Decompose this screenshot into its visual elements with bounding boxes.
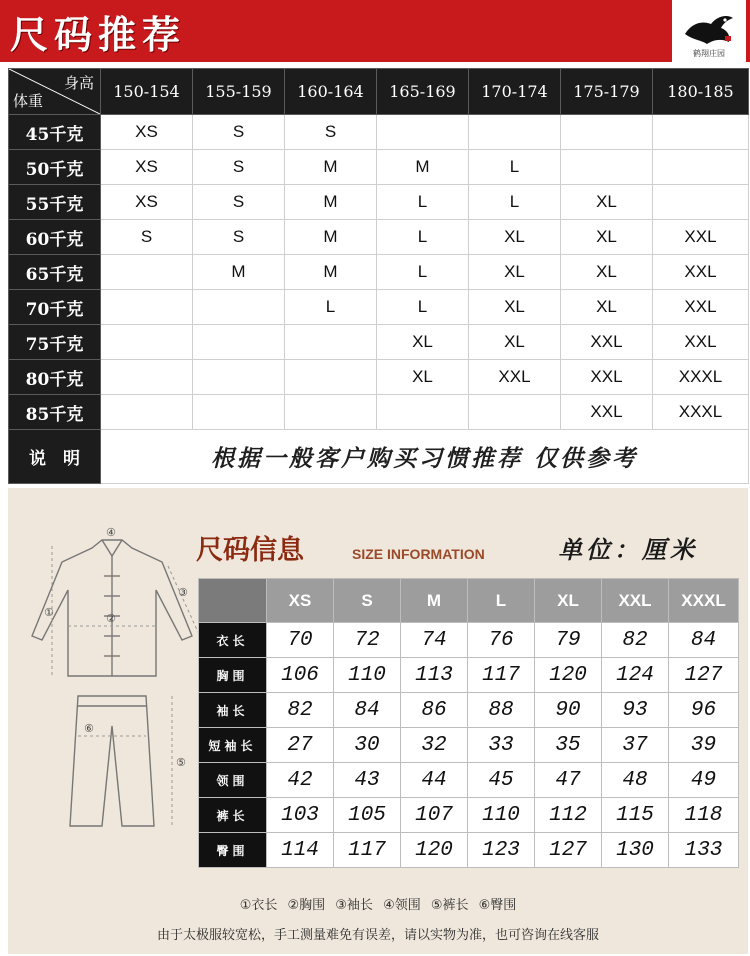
measurement-value: 130 [602, 833, 669, 868]
page-title: 尺码推荐 [10, 11, 187, 57]
measurement-value: 49 [669, 763, 739, 798]
recommended-size-cell: L [469, 185, 561, 220]
recommended-size-cell: XL [561, 220, 653, 255]
recommended-size-cell: XL [561, 290, 653, 325]
measurement-value: 42 [267, 763, 334, 798]
measurement-label: 袖长 [199, 693, 267, 728]
weight-label: 65千克 [9, 255, 101, 290]
recommended-size-cell: S [193, 150, 285, 185]
measurement-value: 35 [535, 728, 602, 763]
measurement-label: 胸围 [199, 658, 267, 693]
measurement-value: 103 [267, 798, 334, 833]
measurement-value: 72 [334, 623, 401, 658]
recommended-size-cell: S [193, 220, 285, 255]
recommended-size-cell [193, 360, 285, 395]
recommended-size-cell: M [285, 150, 377, 185]
recommended-size-cell [101, 325, 193, 360]
recommended-size-cell: M [193, 255, 285, 290]
recommendation-body [9, 115, 749, 430]
size-column-header: S [334, 579, 401, 623]
measurement-value: 43 [334, 763, 401, 798]
weight-row [9, 220, 749, 255]
recommended-size-cell: XXL [653, 290, 749, 325]
recommended-size-cell: XXL [653, 220, 749, 255]
recommended-size-cell [653, 185, 749, 220]
weight-label: 85千克 [9, 395, 101, 430]
recommended-size-cell [377, 115, 469, 150]
size-info-subtitle: SIZE INFORMATION [352, 546, 485, 562]
height-column-header: 170-174 [469, 69, 561, 115]
weight-row [9, 360, 749, 395]
measurement-value: 117 [334, 833, 401, 868]
measurement-label: 臀围 [199, 833, 267, 868]
weight-row [9, 395, 749, 430]
measurement-value: 127 [669, 658, 739, 693]
measurement-value: 32 [401, 728, 468, 763]
recommended-size-cell [469, 115, 561, 150]
recommended-size-cell: XL [469, 255, 561, 290]
measurement-value: 76 [468, 623, 535, 658]
size-column-header: XS [267, 579, 334, 623]
size-column-header: XXXL [669, 579, 739, 623]
bird-logo-icon [681, 10, 737, 48]
measurement-label: 裤长 [199, 798, 267, 833]
measurement-row [199, 798, 739, 833]
recommended-size-cell: XL [377, 325, 469, 360]
recommended-size-cell [469, 395, 561, 430]
size-column-header: XL [535, 579, 602, 623]
recommended-size-cell [193, 290, 285, 325]
recommended-size-cell: L [377, 255, 469, 290]
weight-row [9, 185, 749, 220]
recommended-size-cell [561, 115, 653, 150]
recommended-size-cell: XXL [561, 360, 653, 395]
size-column-header: L [468, 579, 535, 623]
tai-chi-garment-diagram-icon [22, 526, 202, 846]
weight-label: 60千克 [9, 220, 101, 255]
measurement-value: 115 [602, 798, 669, 833]
measurement-label: 短袖长 [199, 728, 267, 763]
measurement-value: 44 [401, 763, 468, 798]
recommended-size-cell [285, 325, 377, 360]
size-measurement-table [198, 578, 739, 868]
recommended-size-cell: XXL [561, 325, 653, 360]
measurement-value: 79 [535, 623, 602, 658]
measurement-value: 39 [669, 728, 739, 763]
diagram-marker: ② [106, 612, 116, 625]
recommended-size-cell [653, 150, 749, 185]
recommended-size-cell: XS [101, 185, 193, 220]
weight-row [9, 255, 749, 290]
measurement-value: 133 [669, 833, 739, 868]
measurement-value: 37 [602, 728, 669, 763]
measurement-value: 96 [669, 693, 739, 728]
recommended-size-cell: S [285, 115, 377, 150]
measurement-value: 123 [468, 833, 535, 868]
recommended-size-cell [285, 395, 377, 430]
measurement-value: 106 [267, 658, 334, 693]
recommended-size-cell: S [193, 185, 285, 220]
recommended-size-cell [193, 395, 285, 430]
recommended-size-cell: M [285, 220, 377, 255]
measurement-value: 120 [535, 658, 602, 693]
measurement-value: 117 [468, 658, 535, 693]
recommended-size-cell: M [285, 255, 377, 290]
height-column-header: 175-179 [561, 69, 653, 115]
diagram-marker: ④ [106, 526, 116, 539]
diagram-marker: ① [44, 606, 54, 619]
measurement-value: 47 [535, 763, 602, 798]
recommended-size-cell: XL [469, 325, 561, 360]
weight-label: 80千克 [9, 360, 101, 395]
height-column-header: 180-185 [653, 69, 749, 115]
recommended-size-cell: M [285, 185, 377, 220]
measurement-value: 114 [267, 833, 334, 868]
recommended-size-cell [653, 115, 749, 150]
measurement-value: 74 [401, 623, 468, 658]
recommended-size-cell: XXXL [653, 395, 749, 430]
measurement-row [199, 763, 739, 798]
measurement-value: 118 [669, 798, 739, 833]
measurement-value: 45 [468, 763, 535, 798]
diagram-marker: ⑥ [84, 722, 94, 735]
recommended-size-cell: L [377, 220, 469, 255]
measurement-footnote: 由于太极服较宽松，手工测量难免有误差，请以实物为准，也可咨询在线客服 [156, 928, 599, 943]
size-header-row [199, 579, 739, 623]
recommended-size-cell [101, 255, 193, 290]
recommended-size-cell: XXXL [653, 360, 749, 395]
measurement-value: 84 [334, 693, 401, 728]
recommended-size-cell: XL [377, 360, 469, 395]
recommended-size-cell: XL [561, 255, 653, 290]
weight-label: 75千克 [9, 325, 101, 360]
measure-corner-cell [199, 579, 267, 623]
recommended-size-cell [561, 150, 653, 185]
measurement-value: 120 [401, 833, 468, 868]
measurement-row [199, 833, 739, 868]
size-info-title: 尺码信息 [196, 535, 304, 566]
header-banner [0, 0, 750, 62]
height-column-header: 160-164 [285, 69, 377, 115]
measurement-body [199, 623, 739, 868]
recommended-size-cell: XS [101, 150, 193, 185]
weight-label: 55千克 [9, 185, 101, 220]
measurement-value: 82 [602, 623, 669, 658]
recommended-size-cell: XL [469, 220, 561, 255]
weight-row [9, 325, 749, 360]
diagram-legend: ①衣长 ②胸围 ③袖长 ④领围 ⑤裤长 ⑥臀围 [239, 898, 517, 913]
recommended-size-cell [101, 360, 193, 395]
measurement-row [199, 658, 739, 693]
recommended-size-cell [193, 325, 285, 360]
measurement-value: 84 [669, 623, 739, 658]
height-header-row [9, 69, 749, 115]
measurement-value: 124 [602, 658, 669, 693]
corner-height-label: 身高 [63, 74, 94, 92]
recommended-size-cell: XXL [653, 255, 749, 290]
note-text: 根据一般客户购买习惯推荐 仅供参考 [210, 446, 638, 472]
recommended-size-cell [101, 290, 193, 325]
recommended-size-cell: L [377, 290, 469, 325]
corner-cell [9, 69, 101, 115]
measurement-value: 48 [602, 763, 669, 798]
measurement-value: 110 [468, 798, 535, 833]
measurement-value: 30 [334, 728, 401, 763]
measurement-value: 105 [334, 798, 401, 833]
logo-text: 鹤翔庄园 [693, 49, 725, 58]
measurement-value: 86 [401, 693, 468, 728]
measurement-value: 110 [334, 658, 401, 693]
note-row [9, 430, 749, 484]
recommended-size-cell: S [193, 115, 285, 150]
recommended-size-cell [101, 395, 193, 430]
diagram-marker: ③ [178, 586, 188, 599]
measurement-value: 27 [267, 728, 334, 763]
height-column-header: 150-154 [101, 69, 193, 115]
note-cell [101, 430, 749, 484]
measurement-value: 93 [602, 693, 669, 728]
size-column-header: M [401, 579, 468, 623]
measurement-label: 领围 [199, 763, 267, 798]
recommended-size-cell: XXL [561, 395, 653, 430]
recommended-size-cell: L [377, 185, 469, 220]
size-recommendation-table [8, 68, 749, 484]
recommended-size-cell [377, 395, 469, 430]
weight-label: 45千克 [9, 115, 101, 150]
measurement-row [199, 693, 739, 728]
recommended-size-cell: L [285, 290, 377, 325]
recommended-size-cell: XS [101, 115, 193, 150]
measurement-value: 112 [535, 798, 602, 833]
weight-label: 70千克 [9, 290, 101, 325]
recommended-size-cell: S [101, 220, 193, 255]
measurement-value: 90 [535, 693, 602, 728]
recommended-size-cell: M [377, 150, 469, 185]
measurement-value: 33 [468, 728, 535, 763]
weight-row [9, 290, 749, 325]
note-label: 说 明 [9, 430, 101, 484]
unit-label: 单位：厘米 [558, 535, 698, 564]
measurement-value: 107 [401, 798, 468, 833]
measurement-row [199, 728, 739, 763]
height-column-header: 165-169 [377, 69, 469, 115]
height-column-header: 155-159 [193, 69, 285, 115]
weight-row [9, 150, 749, 185]
size-column-header: XXL [602, 579, 669, 623]
corner-weight-label: 体重 [13, 92, 44, 110]
recommended-size-cell: XXL [469, 360, 561, 395]
measurement-value: 70 [267, 623, 334, 658]
brand-logo [670, 0, 746, 62]
recommended-size-cell: L [469, 150, 561, 185]
measurement-row [199, 623, 739, 658]
weight-label: 50千克 [9, 150, 101, 185]
measurement-label: 衣长 [199, 623, 267, 658]
recommended-size-cell: XL [469, 290, 561, 325]
recommended-size-cell [285, 360, 377, 395]
diagram-marker: ⑤ [176, 756, 186, 769]
recommended-size-cell: XXL [653, 325, 749, 360]
measurement-value: 88 [468, 693, 535, 728]
measurement-value: 113 [401, 658, 468, 693]
measurement-value: 127 [535, 833, 602, 868]
recommended-size-cell: XL [561, 185, 653, 220]
weight-row [9, 115, 749, 150]
measurement-value: 82 [267, 693, 334, 728]
